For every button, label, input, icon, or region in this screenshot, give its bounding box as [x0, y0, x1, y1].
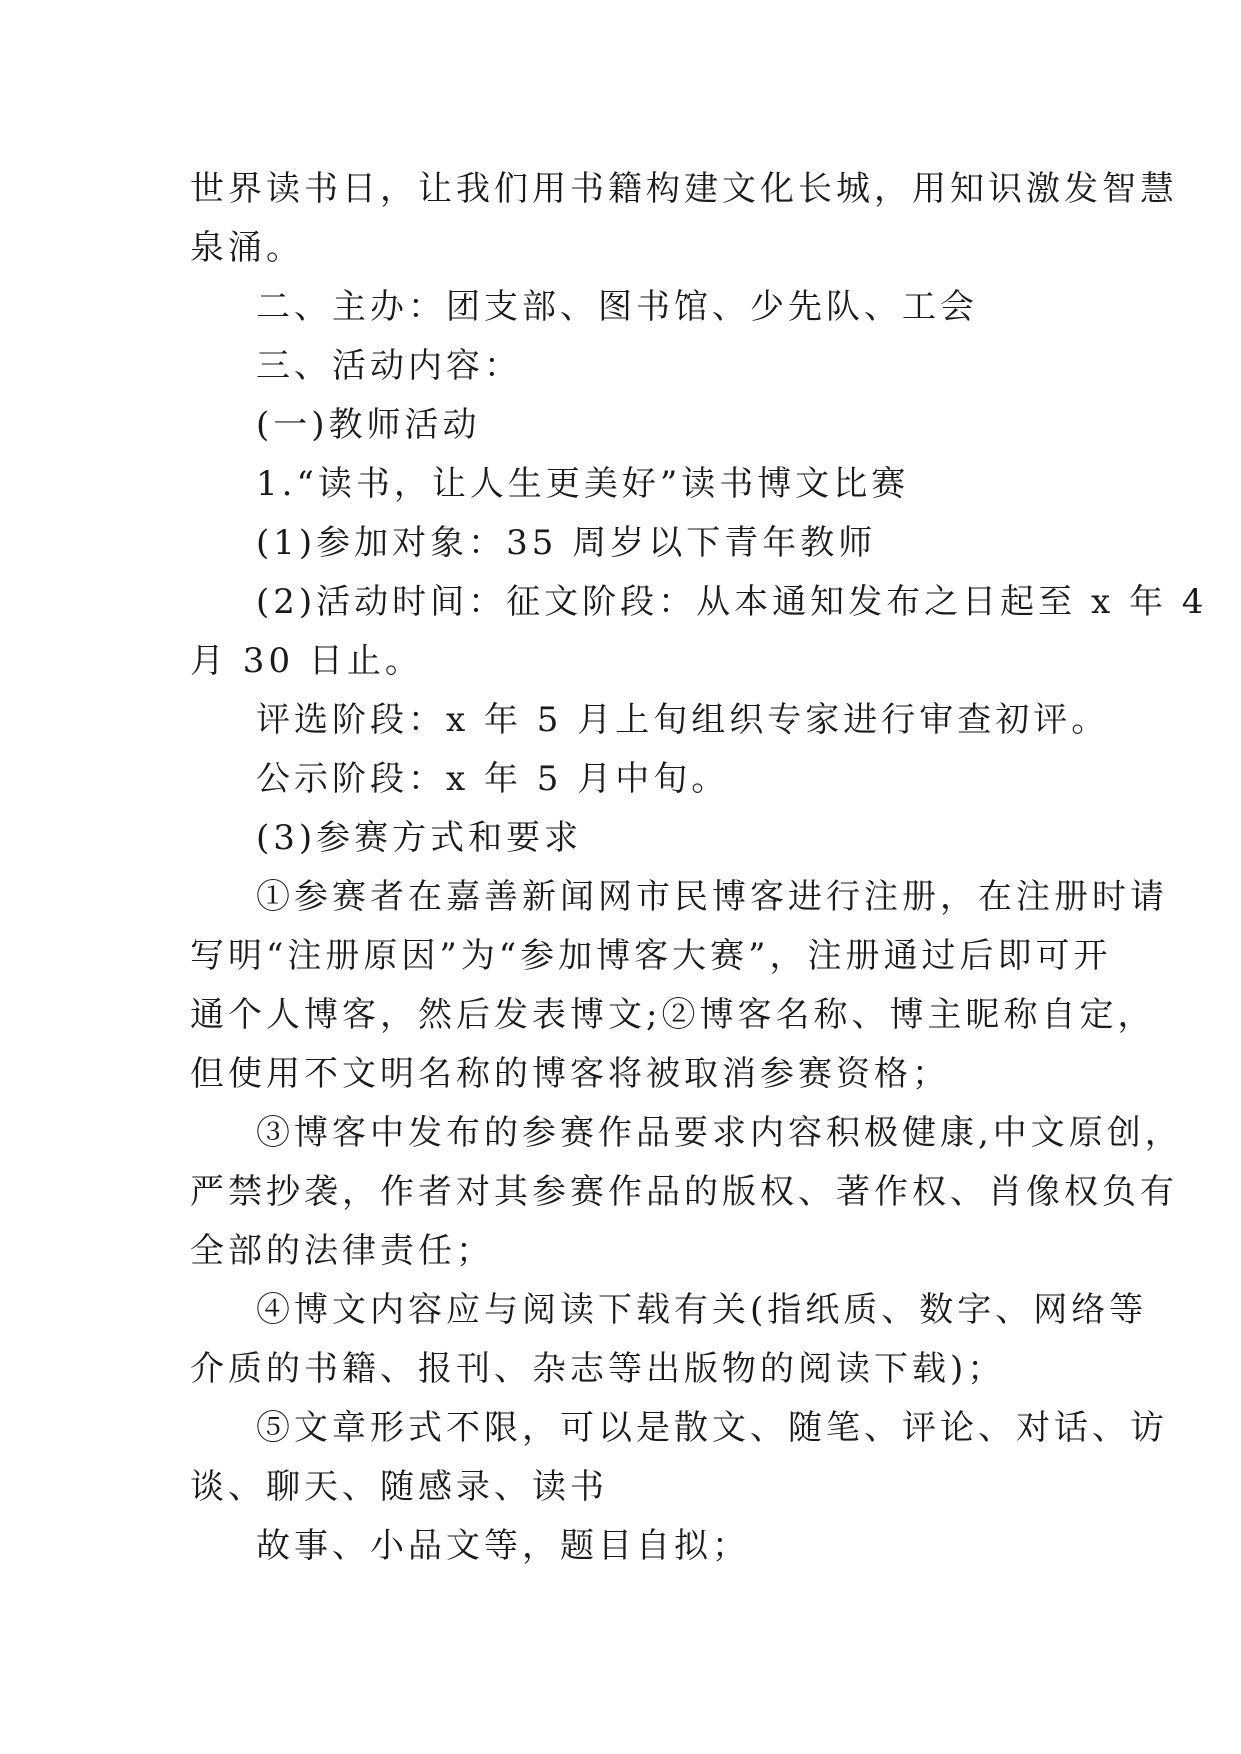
text-line: 严禁抄袭，作者对其参赛作品的版权、著作权、肖像权负有	[190, 1172, 1178, 1212]
text-line: 世界读书日，让我们用书籍构建文化长城，用知识激发智慧	[190, 169, 1178, 209]
text-line: 月 30 日止。	[190, 641, 423, 681]
text-line: (3)参赛方式和要求	[256, 818, 583, 858]
text-line: (1)参加对象：35 周岁以下青年教师	[256, 523, 877, 563]
text-line: 介质的书籍、报刊、杂志等出版物的阅读下载)；	[190, 1349, 1006, 1389]
section-heading-activities: 三、活动内容：	[256, 346, 522, 386]
text-line: 故事、小品文等，题目自拟；	[256, 1526, 750, 1566]
text-line: 写明“注册原因”为“参加博客大赛”，注册通过后即可开	[190, 936, 1112, 976]
document-body	[190, 160, 1208, 1576]
text-line: ①参赛者在嘉善新闻网市民博客进行注册，在注册时请	[256, 877, 1168, 917]
text-line: ⑤文章形式不限，可以是散文、随笔、评论、对话、访	[256, 1408, 1168, 1448]
text-line: ④博文内容应与阅读下载有关(指纸质、数字、网络等	[256, 1290, 1148, 1330]
text-line: 但使用不文明名称的博客将被取消参赛资格；	[190, 1054, 950, 1094]
text-line: 通个人博客，然后发表博文;②博客名称、博主昵称自定，	[190, 995, 1156, 1035]
text-line: ③博客中发布的参赛作品要求内容积极健康,中文原创，	[256, 1113, 1183, 1153]
text-line: 评选阶段：x 年 5 月上旬组织专家进行审查初评。	[256, 700, 1110, 740]
subsection-heading-teachers: (一)教师活动	[256, 405, 481, 445]
item-heading-blog-contest: 1.“读书，让人生更美好”读书博文比赛	[256, 464, 910, 504]
text-line: 全部的法律责任；	[190, 1231, 494, 1271]
text-line: 公示阶段：x 年 5 月中旬。	[256, 759, 730, 799]
text-line: (2)活动时间：征文阶段：从本通知发布之日起至 x 年 4	[256, 582, 1208, 622]
text-line: 泉涌。	[190, 228, 304, 268]
text-line: 谈、聊天、随感录、读书	[190, 1467, 608, 1507]
section-heading-organizers: 二、主办：团支部、图书馆、少先队、工会	[256, 287, 978, 327]
